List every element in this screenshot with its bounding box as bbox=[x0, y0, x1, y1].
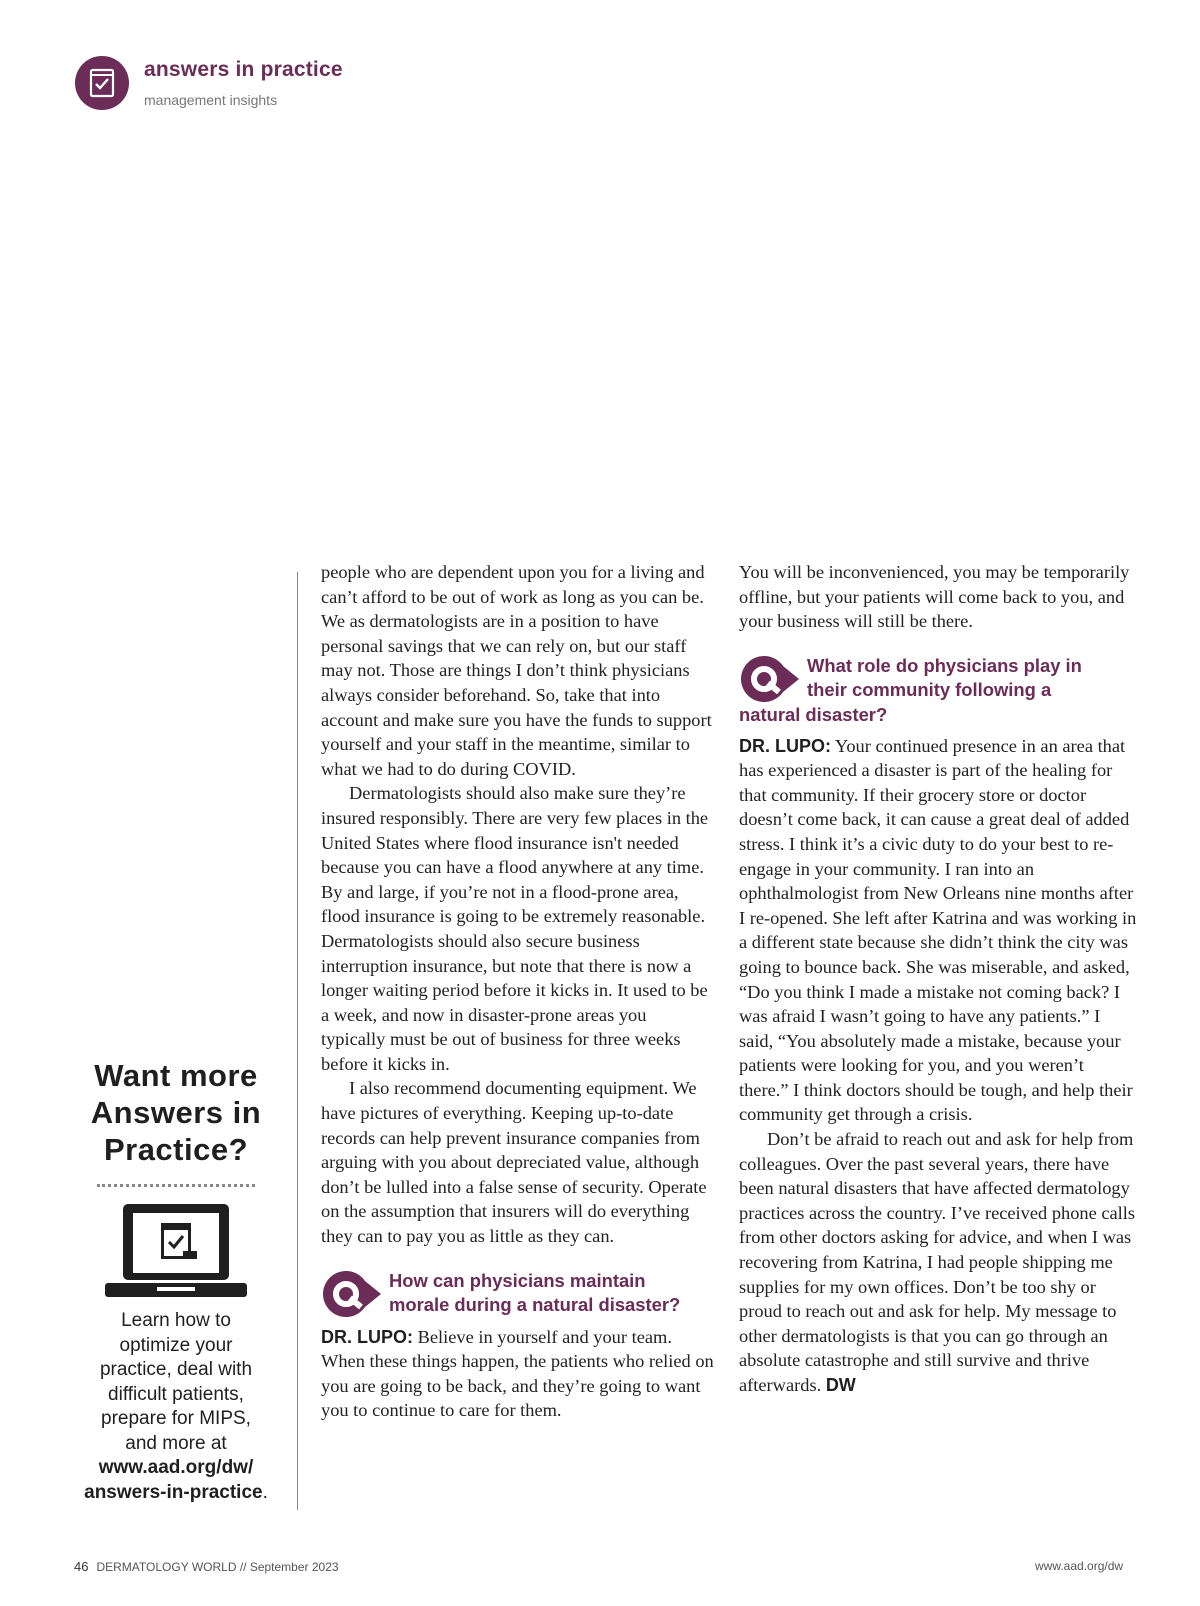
section-title: answers in practice bbox=[144, 58, 343, 81]
question-line: How can physicians maintain bbox=[389, 1269, 646, 1291]
page-footer-left bbox=[74, 1559, 339, 1574]
promo-heading-line: Want more bbox=[94, 1058, 258, 1093]
signoff: DW bbox=[825, 1375, 856, 1395]
body-paragraph bbox=[739, 1127, 1137, 1398]
answer-paragraph bbox=[321, 1325, 714, 1423]
promo-heading-line: Practice? bbox=[103, 1132, 249, 1167]
column-divider bbox=[297, 572, 298, 1510]
promo-heading bbox=[70, 1057, 282, 1168]
promo-text-line: Learn how to bbox=[121, 1310, 231, 1331]
promo-text-line: practice, deal with bbox=[99, 1359, 253, 1380]
promo-link[interactable] bbox=[84, 1457, 262, 1503]
body-paragraph: Dermatologists should also make sure they’re insured responsibly. There are very few places in the United States where flood insurance isn't needed because you can have a flood anywhere at any time. By and large, if you’re not in a flood-prone area, flood insurance is going to be extremely reasonable. Dermatologists should also secure business interruption insurance, but note that there is now a longer waiting period before it kicks in. It used to be a week, and now in disaster-prone areas you typically must be out of business for three weeks before it kicks in. bbox=[321, 783, 709, 1074]
question-line: their community following a bbox=[807, 679, 1052, 701]
promo-link-suffix: . bbox=[262, 1481, 268, 1503]
q-speech-icon bbox=[321, 1269, 387, 1319]
question-line: morale during a natural disaster? bbox=[389, 1294, 681, 1316]
promo-text-line: prepare for MIPS, bbox=[101, 1408, 251, 1429]
answer-paragraph bbox=[739, 734, 1137, 1128]
speaker-label: DR. LUPO: bbox=[321, 1326, 413, 1347]
promo-text bbox=[70, 1309, 282, 1505]
body-paragraph: You will be inconvenienced, you may be temporarily offline, but your patients will come back to you, and your business will still be there. bbox=[739, 562, 1130, 632]
promo-sidebar bbox=[70, 1057, 282, 1505]
checklist-icon bbox=[75, 56, 129, 110]
footer-url[interactable]: www.aad.org/dw bbox=[1035, 1559, 1124, 1573]
answer-text: Believe in yourself and your team. When these things happen, the patients who relied on you are going to be back, and they’re going to want you to continue to care for them. bbox=[321, 1326, 714, 1421]
dotted-divider bbox=[97, 1184, 255, 1187]
question-line: natural disaster? bbox=[739, 703, 888, 725]
body-text: Don’t be afraid to reach out and ask for help from colleagues. Over the past several years, there have been natural disasters that have affected dermatology practices across the country. I’ve received phone calls from other doctors asking for advice, and when I was recovering from Katrina, I had people shipping me supplies for my own offices. Don’t be too shy or proud to reach out and ask for help. My message to other dermatologists is that you can go through an absolute catastrophe and still survive and thrive afterwards. bbox=[739, 1129, 1136, 1395]
promo-link-line[interactable]: www.aad.org/dw/ bbox=[98, 1457, 254, 1478]
promo-text-line: and more at bbox=[125, 1432, 227, 1454]
promo-text-line: optimize your bbox=[119, 1334, 233, 1356]
promo-heading-line: Answers in bbox=[90, 1095, 262, 1130]
promo-link-line[interactable]: answers-in-practice bbox=[84, 1481, 263, 1503]
answer-text: Your continued presence in an area that has experienced a disaster is part of the healing for that community. If their grocery store or doctor doesn’t come back, it can cause a great deal of added stress. I think it’s a civic duty to do your best to re-engage in your community. I ran into an ophthalmologist from New Orleans nine months after I re-opened. She left after Katrina and was working in a different state because she didn’t think the city was going to bounce back. She was miserable, and asked, “Do you think I made a mistake not coming back? I was afraid I wasn’t going to have any patients.” I said, “You absolutely made a mistake, because your patients were looking for you, and you weren’t there.” I think doctors should be tough, and help their community get through a crisis. bbox=[739, 735, 1137, 1125]
publication-name: DERMATOLOGY WORLD // September 2023 bbox=[96, 1560, 339, 1574]
question-line: What role do physicians play in bbox=[807, 654, 1082, 676]
body-paragraph: people who are dependent upon you for a living and can’t afford to be out of work as long as you can be. We as dermatologists are in a position to have personal savings that we can rely on, but our staff may not. Those are things I don’t think physicians always consider beforehand. So, take that into account and make sure you have the funds to support yourself and your staff in the meantime, similar to what we had to do during COVID. bbox=[321, 562, 712, 779]
question-block bbox=[739, 654, 1137, 728]
speaker-label: DR. LUPO: bbox=[739, 735, 831, 756]
question-block bbox=[321, 1269, 714, 1319]
page-number: 46 bbox=[74, 1559, 89, 1574]
article-column-right bbox=[739, 560, 1137, 1398]
laptop-checklist-icon bbox=[105, 1201, 247, 1301]
article-column-middle bbox=[321, 560, 714, 1423]
section-header bbox=[75, 56, 475, 112]
promo-text-line: difficult patients, bbox=[108, 1383, 244, 1405]
q-speech-icon bbox=[739, 654, 805, 704]
body-paragraph: I also recommend documenting equipment. We have pictures of everything. Keeping up-to-date records can help prevent insurance companies from arguing with you about depreciated value, although don’t be lulled into a false sense of security. Operate on the assumption that insurers will do everything they can to pay you as little as they can. bbox=[321, 1078, 707, 1247]
section-subtitle: management insights bbox=[144, 92, 278, 108]
